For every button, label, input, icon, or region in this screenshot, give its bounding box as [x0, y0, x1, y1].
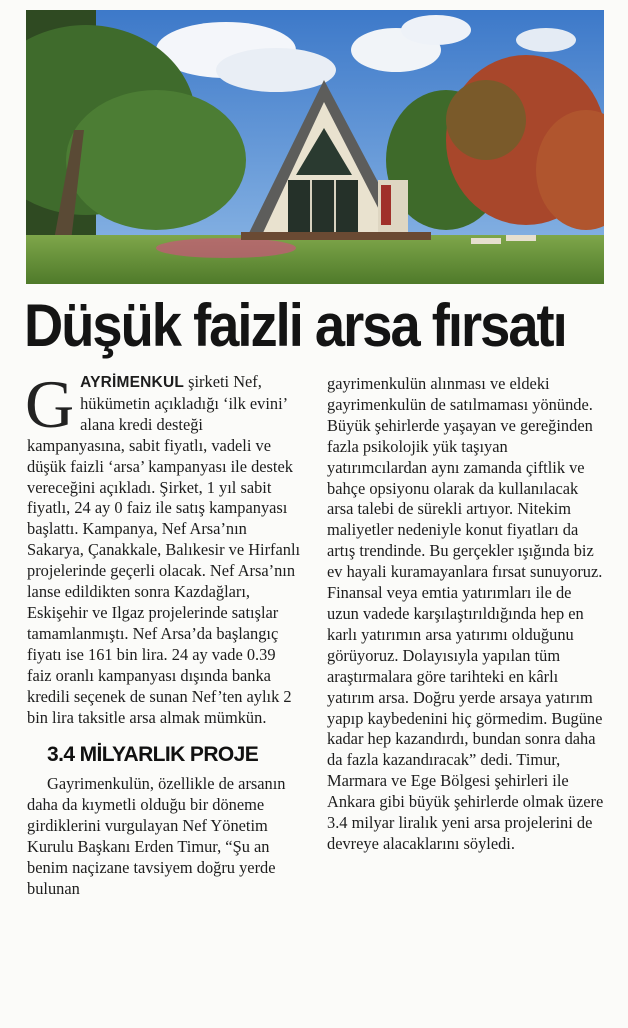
article-subheading: 3.4 MİLYARLIK PROJE	[47, 743, 259, 767]
lead-word: AYRİMENKUL	[80, 374, 185, 391]
article-paragraph-2: Gayrimenkulün, özellikle de arsanın daha da kıymetli olduğu bir döneme girdiklerini vurgulayan Nef Yönetim Kurulu Başkanı Erden Timur, “Şu an benim naçizane tavsiyem doğru yerde bulunan	[27, 774, 286, 898]
article-column-right	[327, 374, 607, 855]
article-paragraph-3: gayrimenkulün alınması ve eldeki gayrimenkulün de satılmaması yönünde. Büyük şehirlerde yaşayan ve gereğinden fazla psikolojik yük taşıyan yatırımcılardan aynı zamanda çiftlik ve bahçe opsiyonu olarak da kullanılacak arsa talebi de sürekli artıyor. Nitekim maliyetler nedeniyle konut fiyatları da artış trendinde. Bu gerçekler ışığında biz ev hayali kuramayanlara fırsat sunuyoruz. Finansal veya emtia yatırımları ile de uzun vadede karşılaştırıldığında hep en karlı yatırımın arsa yatırımı olduğunu görüyoruz. Dolayısıyla yapılan tüm araştırmalara göre tarihteki en kârlı yatırım arsa. Doğru yerde arsaya yatırım yapıp kaybedenini hiç görmedim. Bugüne kadar hep kazandırdı, bundan sonra daha da fazla kazandıracak” dedi. Timur, Marmara ve Ege Bölgesi şehirleri ile Ankara gibi büyük şehirlerde olmak üzere 3.4 milyar liralık yeni arsa projelerini de devreye alacaklarını söyledi.	[327, 374, 604, 853]
drop-cap: G	[25, 366, 75, 442]
paragraph-1-text: şirketi Nef, hükümetin açıkladığı ‘ilk evini’ alana kredi desteği kampanyasına, sabit fiyatlı, vadeli ve düşük faizli ‘arsa’ kampanyası ile destek vereceğini açıkladı. Şirket, 1 yıl sabit fiyatlı, 24 ay 0 faiz ile satış kampanyası başlattı. Kampanya, Nef Arsa’nın Sakarya, Çanakkale, Balıkesir ve Hirfanlı projelerinde geçerli olacak. Nef Arsa’nın lanse edildikten sonra Kazdağları, Eskişehir ve Ilgaz projelerinde satışlar tamamlanmıştı. Nef Arsa’da başlangıç fiyatı ise 161 bin lira. 24 ay vade 0.39 faiz oranlı kampanyası dışında banka kredili seçenek de sunan Nef’ten aylık 2 bin lira taksitle arsa almak mümkün.	[27, 372, 301, 727]
article-headline: Düşük faizli arsa fırsatı	[24, 292, 566, 359]
article-column-left	[25, 366, 302, 900]
article-paragraph-1	[25, 366, 302, 728]
a-frame-house-photo	[26, 10, 604, 284]
